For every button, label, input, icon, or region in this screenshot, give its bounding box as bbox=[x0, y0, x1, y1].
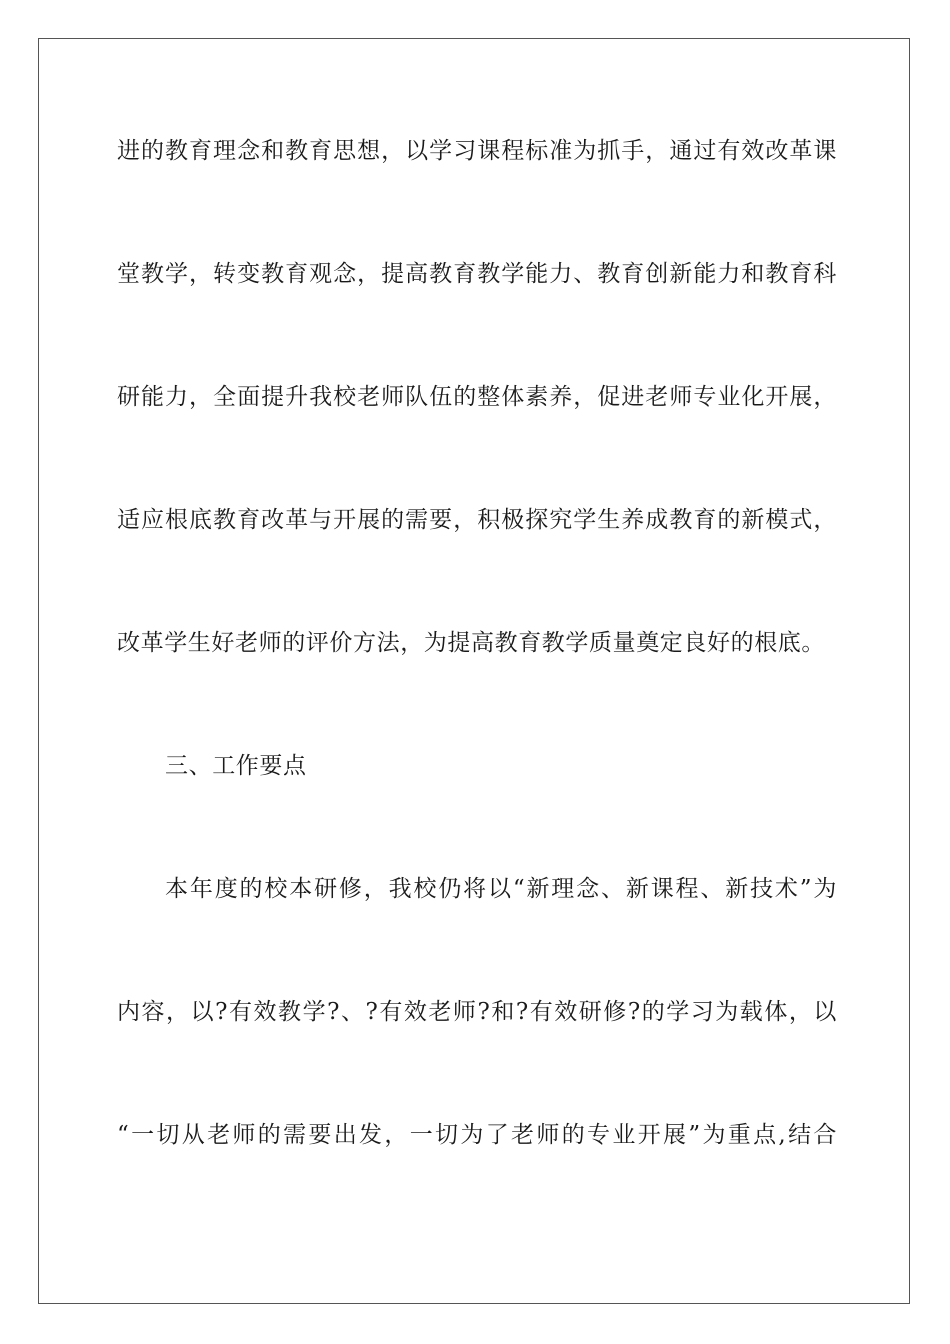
page-border bbox=[38, 38, 910, 1304]
paragraph-line: 改革学生好老师的评价方法，为提高教育教学质量奠定良好的根底。 bbox=[117, 630, 825, 656]
section-heading: 三、工作要点 bbox=[165, 753, 307, 779]
paragraph-line: 研能力，全面提升我校老师队伍的整体素养，促进老师专业化开展， bbox=[117, 384, 837, 410]
paragraph-line: 堂教学，转变教育观念，提高教育教学能力、教育创新能力和教育科 bbox=[117, 261, 837, 287]
paragraph-line: 进的教育理念和教育思想，以学习课程标准为抓手，通过有效改革课 bbox=[117, 138, 837, 164]
paragraph-line: 适应根底教育改革与开展的需要，积极探究学生养成教育的新模式， bbox=[117, 507, 837, 533]
paragraph-line: “一切从老师的需要出发，一切为了老师的专业开展”为重点,结合 bbox=[117, 1122, 837, 1148]
paragraph-line: 内容，以?有效教学?、?有效老师?和?有效研修?的学习为载体，以 bbox=[117, 999, 837, 1025]
paragraph-line: 本年度的校本研修，我校仍将以“新理念、新课程、新技术”为 bbox=[165, 876, 837, 902]
